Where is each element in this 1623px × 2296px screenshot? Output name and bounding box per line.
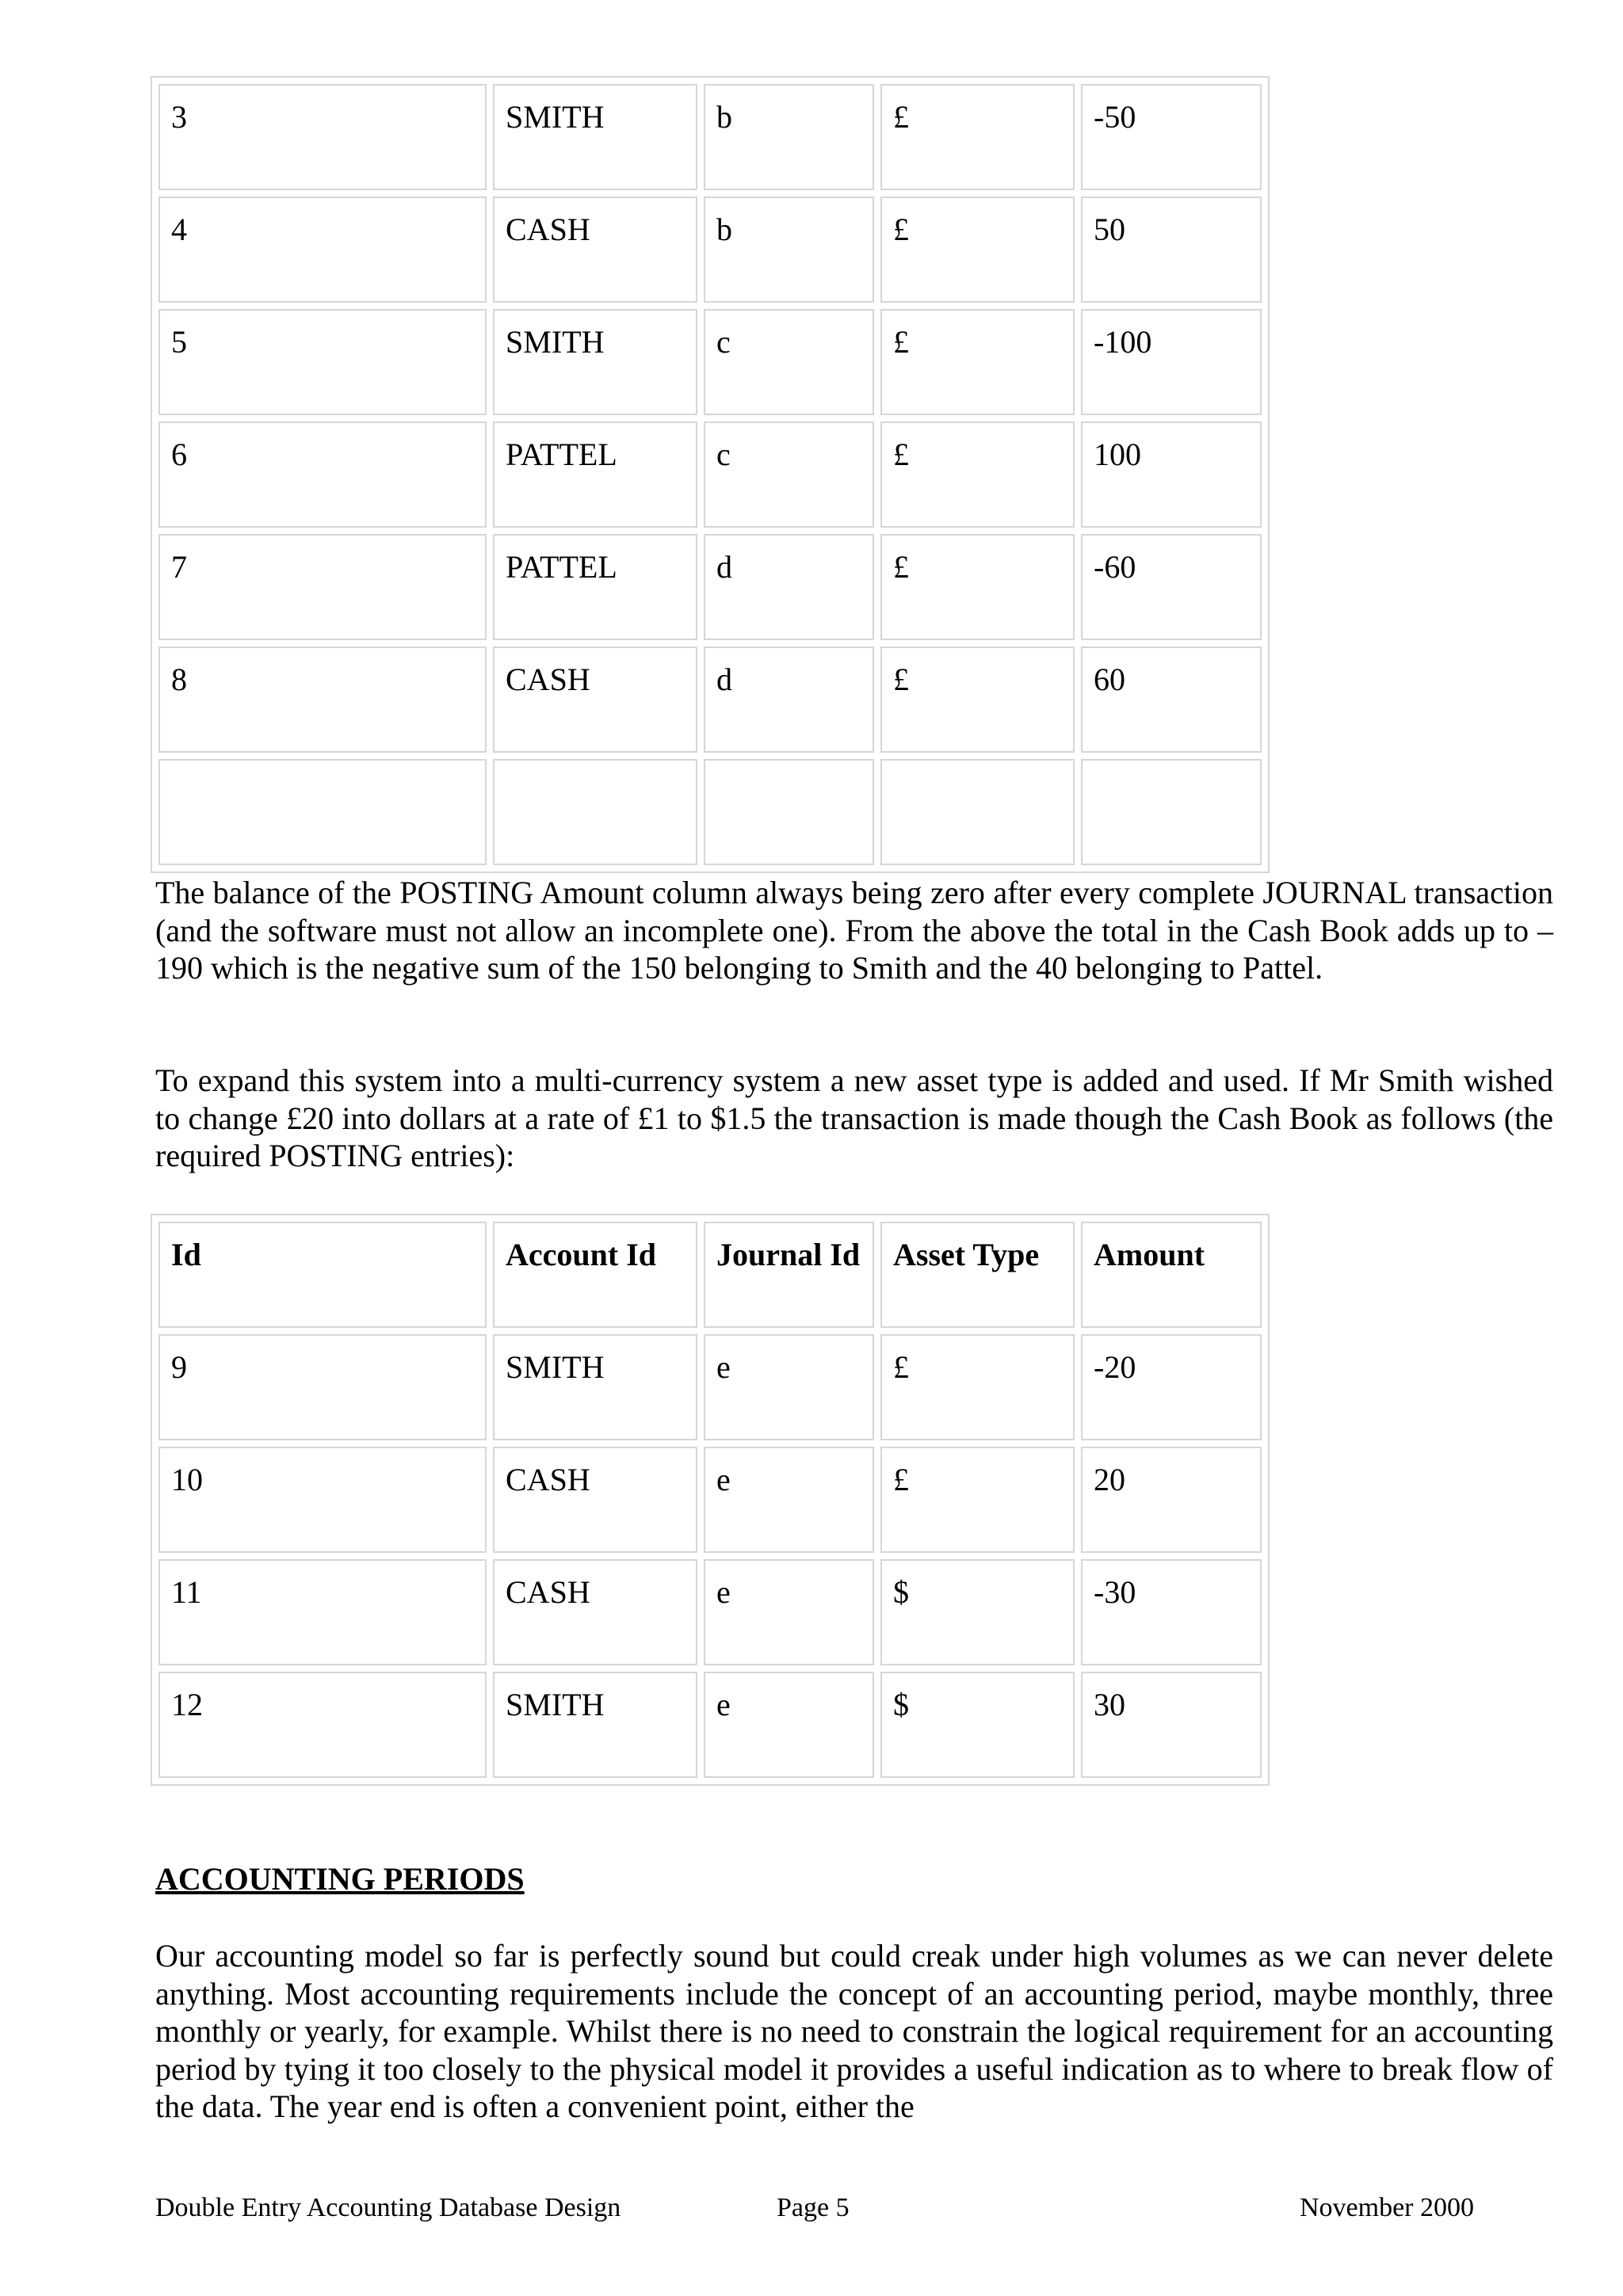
table-cell [158,759,487,865]
table-cell: SMITH [493,309,697,415]
table-cell: £ [880,84,1075,190]
table-cell: PATTEL [493,421,697,528]
body-paragraph: Our accounting model so far is perfectly sound but could creak under high volumes as we can never delete anything. Most accounting requirements include the concept of an accounting period, maybe monthly, three monthly or yearly, for example. Whilst there is no need to constrain the logical requirement for an accounting period by tying it too closely to the physical model it provides a useful indication as to where to break flow of the data. The year end is often a convenient point, either the [155,1938,1553,2124]
table-cell: 30 [1081,1672,1262,1778]
table-cell: CASH [493,646,697,753]
table-cell: c [704,309,874,415]
table-cell: CASH [493,196,697,303]
table-row [158,84,1262,190]
table-cell: 7 [158,534,487,640]
table-cell [704,759,874,865]
body-paragraph: To expand this system into a multi-currency system a new asset type is added and used. If Mr Smith wished to change £20 into dollars at a rate of £1 to $1.5 the transaction is made though the Cash Book as follows (the required POSTING entries): [155,1062,1553,1173]
table-cell: d [704,646,874,753]
table-cell: -30 [1081,1559,1262,1665]
table-cell: CASH [493,1447,697,1553]
table-cell: 10 [158,1447,487,1553]
table-cell: -60 [1081,534,1262,640]
footer-date: November 2000 [1300,2193,1475,2222]
table-cell: d [704,534,874,640]
table-cell: b [704,84,874,190]
table-cell: 50 [1081,196,1262,303]
table-cell: c [704,421,874,528]
table-cell: £ [880,646,1075,753]
table-cell: PATTEL [493,534,697,640]
table-cell: 60 [1081,646,1262,753]
table-row [158,421,1262,528]
table-row [158,309,1262,415]
column-header: Id [158,1222,487,1328]
table-cell: £ [880,421,1075,528]
table-cell: -50 [1081,84,1262,190]
footer-document-title: Double Entry Accounting Database Design [155,2193,621,2222]
table-cell: 9 [158,1334,487,1440]
table-cell: CASH [493,1559,697,1665]
table-row [158,534,1262,640]
table-cell: 12 [158,1672,487,1778]
table-header-row [158,1222,1262,1328]
column-header: Amount [1081,1222,1262,1328]
footer-page-number: Page 5 [777,2193,850,2222]
table-cell: 5 [158,309,487,415]
table-cell: 20 [1081,1447,1262,1553]
table-cell: £ [880,1447,1075,1553]
table-cell: 3 [158,84,487,190]
table-cell: e [704,1672,874,1778]
section-heading: ACCOUNTING PERIODS [155,1861,525,1897]
table-cell: e [704,1334,874,1440]
body-paragraph: The balance of the POSTING Amount column always being zero after every complete JOURNAL transaction (and the software must not allow an incomplete one). From the above the total in the Cash Book adds up to –190 which is the negative sum of the 150 belonging to Smith and the 40 belonging to Pattel. [155,875,1553,986]
table-cell: 11 [158,1559,487,1665]
table-cell: £ [880,534,1075,640]
multi-currency-postings-table [151,1214,1270,1786]
column-header: Journal Id [704,1222,874,1328]
table-row [158,196,1262,303]
table-cell: e [704,1559,874,1665]
table-cell: £ [880,1334,1075,1440]
table-cell [1081,759,1262,865]
table-row-empty [158,759,1262,865]
table-cell: 8 [158,646,487,753]
table-cell: £ [880,196,1075,303]
table-cell [493,759,697,865]
table-cell: SMITH [493,1334,697,1440]
table-cell: 6 [158,421,487,528]
table-cell: b [704,196,874,303]
table-cell: SMITH [493,1672,697,1778]
table-row [158,1672,1262,1778]
table-row [158,1559,1262,1665]
table-cell: $ [880,1559,1075,1665]
column-header: Account Id [493,1222,697,1328]
table-row [158,1447,1262,1553]
postings-table-continued [151,76,1270,873]
table-cell: e [704,1447,874,1553]
table-cell: SMITH [493,84,697,190]
table-row [158,646,1262,753]
table-cell: -20 [1081,1334,1262,1440]
column-header: Asset Type [880,1222,1075,1328]
table-cell [880,759,1075,865]
table-row [158,1334,1262,1440]
table-cell: -100 [1081,309,1262,415]
table-cell: 4 [158,196,487,303]
table-cell: 100 [1081,421,1262,528]
table-cell: $ [880,1672,1075,1778]
table-cell: £ [880,309,1075,415]
